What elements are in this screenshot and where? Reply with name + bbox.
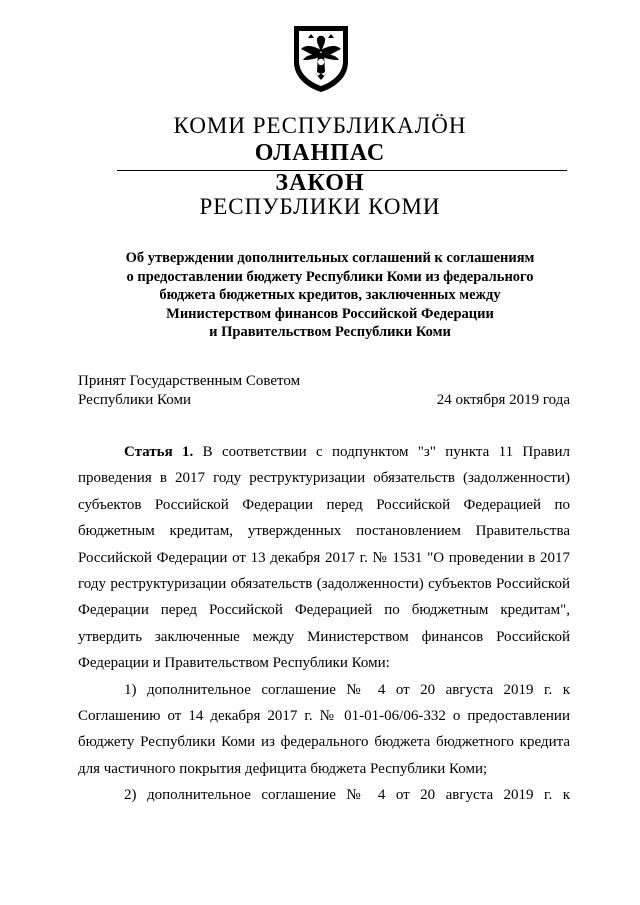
law-title-line: бюджета бюджетных кредитов, заключенных между [159, 287, 501, 303]
header-olanpas: ОЛАНПАС [254, 140, 386, 166]
article-1-label: Статья 1. [124, 444, 194, 460]
law-title [60, 249, 600, 342]
article-1-item-1: 1) дополнительное соглашение № 4 от 20 августа 2019 г. к Соглашению от 14 декабря 2017 г. № 01-01-06/06-332 о предоставлении бюджету Республики Коми из федерального бюджета бюджетного кредита для частичного покрытия дефицита бюджета Республики Коми; [78, 681, 570, 777]
law-title-line: о предоставлении бюджету Республики Коми из федерального [126, 268, 534, 285]
header-komi-title: КОМИ РЕСПУБЛИКАЛÖН [173, 113, 467, 138]
header-zakon: ЗАКОН [275, 170, 365, 196]
adoption-info [78, 372, 300, 410]
article-1 [78, 439, 570, 809]
adoption-line-1: Принят Государственным Советом [78, 373, 301, 389]
article-1-text: В соответствии с подпунктом "з" пункта 11 Правил проведения в 2017 году реструктуризации обязательств (задолженности) субъектов Российской Федерации перед Российской Федерацией по бюджетным кредитам, утвержденных постановлением Правительства Российской Федерации от 13 декабря 2017 г. № 1531 "О проведении в 2017 году реструктуризации обязательств (задолженности) субъектов Российской Федерации перед Российской Федерацией по бюджетным кредитам", утвердить заключенные между Министерством финансов Российской Федерации и Правительством Республики Коми: [78, 444, 570, 672]
law-title-line: Министерством финансов Российской Федерации [166, 305, 494, 322]
law-title-line: Об утверждении дополнительных соглашений к соглашениям [125, 250, 535, 266]
adoption-line-2: Республики Коми [78, 392, 191, 408]
adoption-date: 24 октября 2019 года [436, 392, 570, 408]
header-republic: РЕСПУБЛИКИ КОМИ [199, 194, 441, 219]
article-1-item-2: 2) дополнительное соглашение № 4 от 20 августа 2019 г. к [124, 787, 570, 804]
komi-coat-of-arms-icon [290, 22, 352, 94]
article-1-paragraph [78, 439, 570, 677]
law-title-line: и Правительством Республики Коми [209, 324, 451, 340]
